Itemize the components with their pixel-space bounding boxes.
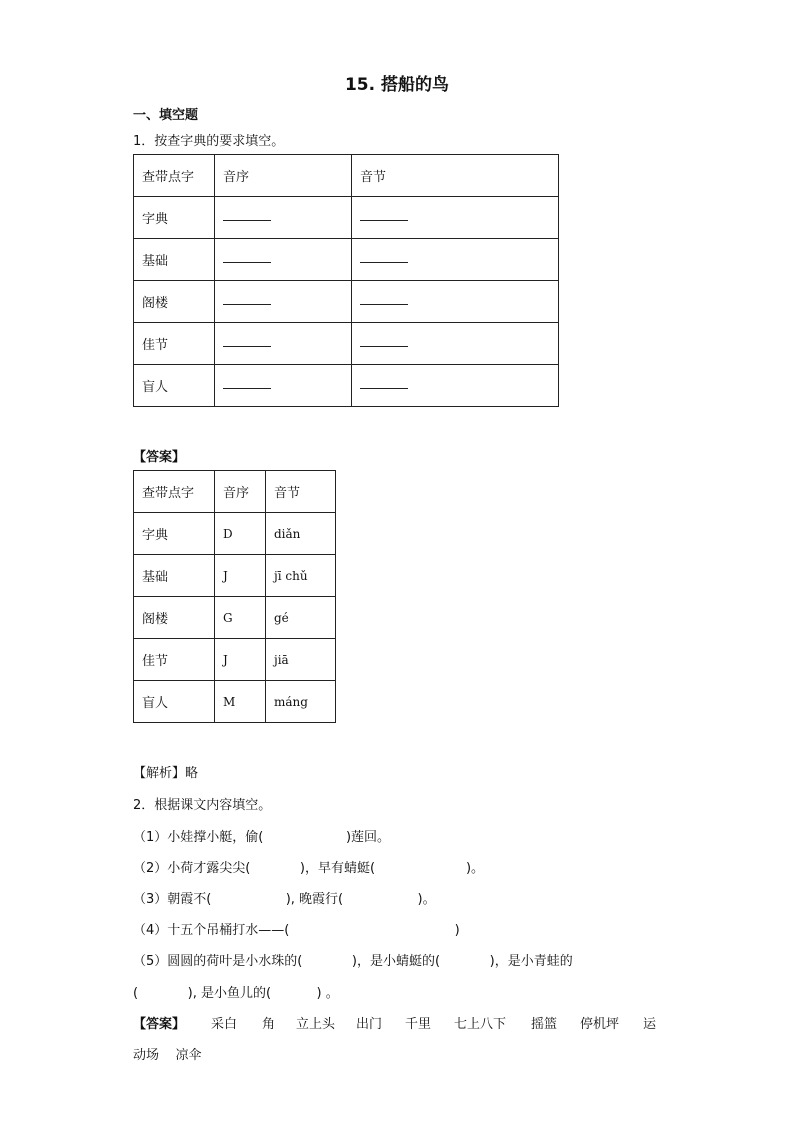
answer-blank[interactable]: [223, 336, 271, 347]
blank-cell[interactable]: [352, 365, 559, 407]
question-2-item: （1）小娃撑小艇，偷( )莲回。: [133, 830, 391, 845]
answer-blank[interactable]: [360, 252, 408, 263]
table-row: [134, 323, 559, 365]
header-cell: 音序: [215, 471, 266, 513]
answer-label: 【答案】: [133, 450, 186, 465]
table-header-row: [134, 471, 336, 513]
word-cell: 盲人: [134, 681, 215, 723]
answer-word: 角: [262, 1017, 276, 1032]
question-1-prompt: 1．按查字典的要求填空。: [133, 134, 285, 149]
table-row: [134, 239, 559, 281]
blank-cell[interactable]: [215, 323, 352, 365]
section-heading: 一、填空题: [133, 108, 199, 123]
answer-blank[interactable]: [223, 378, 271, 389]
question-2-item: （3）朝霞不( ), 晚霞行( )。: [133, 892, 436, 907]
answer-1-table: [133, 470, 336, 723]
question-1-table: [133, 154, 559, 407]
table-header-row: [134, 155, 559, 197]
word-cell: 佳节: [134, 323, 215, 365]
answer-blank[interactable]: [360, 210, 408, 221]
blank-cell[interactable]: [215, 365, 352, 407]
answer-word: 千里: [405, 1017, 432, 1032]
table-row: [134, 197, 559, 239]
blank-cell[interactable]: [215, 197, 352, 239]
blank-cell[interactable]: [215, 281, 352, 323]
syllable-cell: jiā: [266, 639, 336, 681]
question-2-item: （2）小荷才露尖尖( )，早有蜻蜓( )。: [133, 861, 485, 876]
table-row: [134, 681, 336, 723]
letter-cell: D: [215, 513, 266, 555]
answer-blank[interactable]: [360, 294, 408, 305]
syllable-cell: diǎn: [266, 513, 336, 555]
answer-word: 七上八下: [454, 1017, 507, 1032]
word-cell: 佳节: [134, 639, 215, 681]
letter-cell: G: [215, 597, 266, 639]
answer-word: 摇篮: [531, 1017, 558, 1032]
table-row: [134, 281, 559, 323]
blank-cell[interactable]: [352, 323, 559, 365]
answer-2-line: [133, 1013, 673, 1032]
answer-blank[interactable]: [223, 252, 271, 263]
blank-cell[interactable]: [352, 281, 559, 323]
word-cell: 阁楼: [134, 281, 215, 323]
analysis-text: 【解析】略: [133, 766, 199, 781]
blank-cell[interactable]: [352, 197, 559, 239]
letter-cell: J: [215, 639, 266, 681]
header-cell: 音序: [215, 155, 352, 197]
answer-2-continuation: 动场 凉伞: [133, 1048, 202, 1063]
table-row: [134, 513, 336, 555]
word-cell: 盲人: [134, 365, 215, 407]
answer-word: 停机坪: [580, 1017, 620, 1032]
question-2-item: ( ), 是小鱼儿的( ) 。: [133, 986, 339, 1001]
page-title: 15. 搭船的鸟: [344, 75, 450, 95]
header-cell: 查带点字: [134, 155, 215, 197]
blank-cell[interactable]: [352, 239, 559, 281]
table-row: [134, 555, 336, 597]
answer-label: 【答案】: [133, 1017, 186, 1032]
answer-word: 出门: [356, 1017, 383, 1032]
table-row: [134, 365, 559, 407]
table-row: [134, 639, 336, 681]
word-cell: 阁楼: [134, 597, 215, 639]
answer-word: 采白: [211, 1017, 238, 1032]
answer-blank[interactable]: [223, 210, 271, 221]
answer-word: 立上头: [296, 1017, 336, 1032]
answer-blank[interactable]: [223, 294, 271, 305]
letter-cell: J: [215, 555, 266, 597]
question-2-item: （4）十五个吊桶打水——( ): [133, 923, 460, 938]
blank-cell[interactable]: [215, 239, 352, 281]
word-cell: 基础: [134, 555, 215, 597]
header-cell: 音节: [352, 155, 559, 197]
letter-cell: M: [215, 681, 266, 723]
answer-blank[interactable]: [360, 336, 408, 347]
header-cell: 查带点字: [134, 471, 215, 513]
table-row: [134, 597, 336, 639]
syllable-cell: gé: [266, 597, 336, 639]
answer-word: 运: [643, 1017, 657, 1032]
answer-blank[interactable]: [360, 378, 408, 389]
word-cell: 字典: [134, 513, 215, 555]
header-cell: 音节: [266, 471, 336, 513]
syllable-cell: jī chǔ: [266, 555, 336, 597]
word-cell: 字典: [134, 197, 215, 239]
question-2-item: （5）圆圆的荷叶是小水珠的( )，是小蜻蜓的( )，是小青蛙的: [133, 954, 573, 969]
question-2-prompt: 2．根据课文内容填空。: [133, 798, 272, 813]
syllable-cell: máng: [266, 681, 336, 723]
word-cell: 基础: [134, 239, 215, 281]
